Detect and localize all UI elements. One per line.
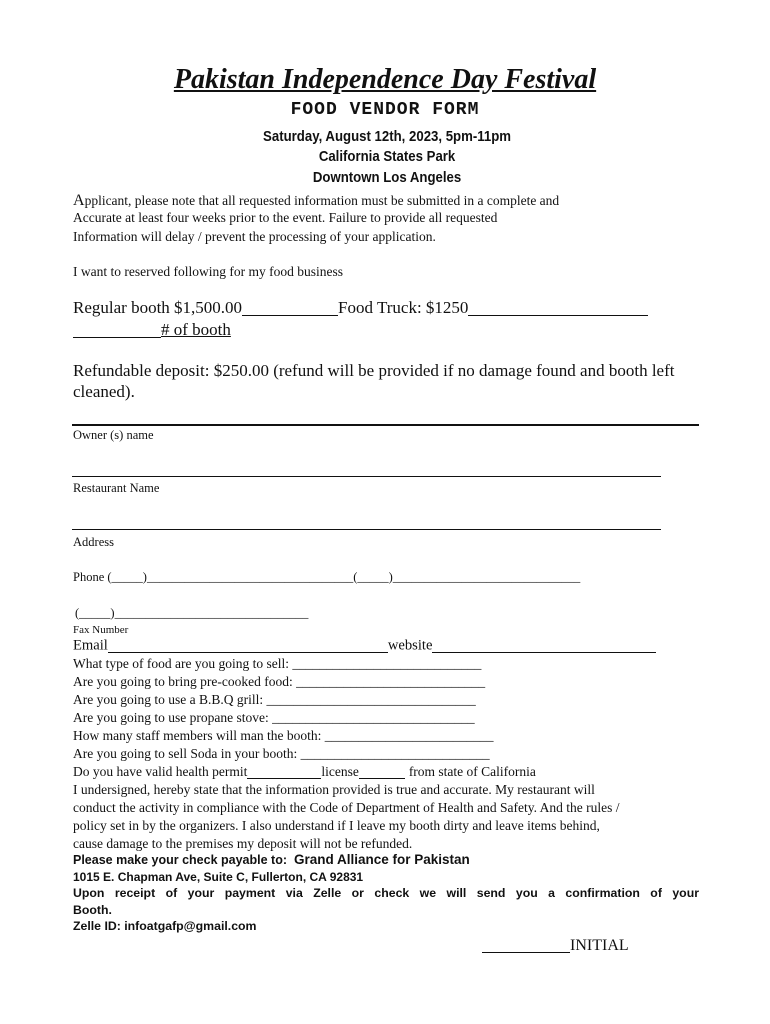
payee-name: Grand Alliance for Pakistan (293, 852, 470, 867)
owner-name-label: Owner (s) name (73, 428, 154, 442)
initial-blank[interactable] (482, 936, 570, 953)
confirmation-line-1: Upon receipt of your payment via Zelle or check we will send you a confirmation of your (73, 886, 699, 900)
payable-label: Please make your check payable to: (73, 853, 287, 867)
zelle-id: Zelle ID: infoatgafp@gmail.com (73, 919, 257, 933)
initial-label: INITIAL (570, 937, 629, 954)
declaration-line-3: policy set in by the organizers. I also understand if I leave my booth dirty and leave items behind, (73, 818, 600, 833)
permit-state: from state of California (408, 764, 536, 779)
regular-booth-blank[interactable] (242, 298, 338, 316)
email-website-line (73, 637, 656, 655)
phone-field[interactable]: Phone (_____)_________________________________(_____)______________________________ (73, 570, 581, 584)
question-food-type[interactable]: What type of food are you going to sell: ____________________________ (73, 656, 482, 671)
address-label: Address (73, 535, 114, 549)
reserve-statement: I want to reserved following for my food business (73, 264, 343, 279)
food-truck-label: Food Truck: $1250 (338, 298, 469, 317)
intro-dropcap: A (73, 192, 85, 209)
event-date-time: Saturday, August 12th, 2023, 5pm-11pm (263, 128, 512, 145)
deposit-line-1: Refundable deposit: $250.00 (refund will be provided if no damage found and booth left (73, 361, 675, 380)
restaurant-name-line[interactable] (72, 476, 661, 477)
question-soda[interactable]: Are you going to sell Soda in your booth: ____________________________ (73, 746, 490, 761)
website-blank[interactable] (432, 637, 656, 653)
regular-booth-label: Regular booth $1,500.00 (73, 298, 243, 317)
booth-count-line (73, 320, 231, 340)
license-label: license (321, 764, 359, 779)
booth-options-line (73, 298, 648, 318)
intro-line-2: Accurate at least four weeks prior to the event. Failure to provide all requested (73, 210, 498, 225)
page-title: Pakistan Independence Day Festival (173, 64, 597, 95)
question-precooked[interactable]: Are you going to bring pre-cooked food: ____________________________ (73, 674, 486, 689)
email-blank[interactable] (108, 637, 388, 653)
food-truck-blank[interactable] (468, 298, 648, 316)
declaration-line-2: conduct the activity in compliance with the Code of Department of Health and Safety. And the rules / (73, 800, 620, 815)
restaurant-name-label: Restaurant Name (73, 481, 160, 495)
payee-address: 1015 E. Chapman Ave, Suite C, Fullerton, CA 92831 (73, 870, 364, 884)
initial-line (482, 936, 629, 955)
intro-line-1-text: pplicant, please note that all requested information must be submitted in a complete and (84, 193, 560, 208)
owner-name-line[interactable] (72, 424, 699, 426)
question-bbq-grill[interactable]: Are you going to use a B.B.Q grill: _______________________________ (73, 692, 476, 707)
payable-line (73, 852, 470, 867)
event-venue: California States Park (318, 148, 456, 165)
booth-count-blank[interactable] (73, 320, 161, 338)
declaration-line-1: I undersigned, hereby state that the information provided is true and accurate. My restaurant will (73, 782, 595, 797)
form-subtitle: FOOD VENDOR FORM (290, 100, 480, 120)
declaration-line-4: cause damage to the premises my deposit will not be refunded. (73, 836, 413, 851)
health-permit-label: Do you have valid health permit (73, 764, 248, 779)
website-label: website (387, 637, 433, 654)
fax-field[interactable]: (_____)_______________________________ (75, 606, 309, 620)
question-staff[interactable]: How many staff members will man the booth: _________________________ (73, 728, 494, 743)
license-blank[interactable] (359, 765, 405, 780)
health-permit-blank[interactable] (247, 765, 321, 780)
deposit-line-2: cleaned). (73, 382, 135, 401)
email-label: Email (73, 637, 108, 654)
event-city: Downtown Los Angeles (312, 169, 462, 186)
intro-line-3: Information will delay / prevent the processing of your application. (73, 229, 436, 244)
question-propane[interactable]: Are you going to use propane stove: ______________________________ (73, 710, 475, 725)
confirmation-line-2: Booth. (73, 903, 112, 917)
permit-line (73, 764, 536, 780)
intro-line-1 (73, 192, 559, 210)
fax-label: Fax Number (73, 624, 129, 636)
booth-count-label: # of booth (161, 320, 231, 339)
address-line[interactable] (72, 529, 661, 530)
